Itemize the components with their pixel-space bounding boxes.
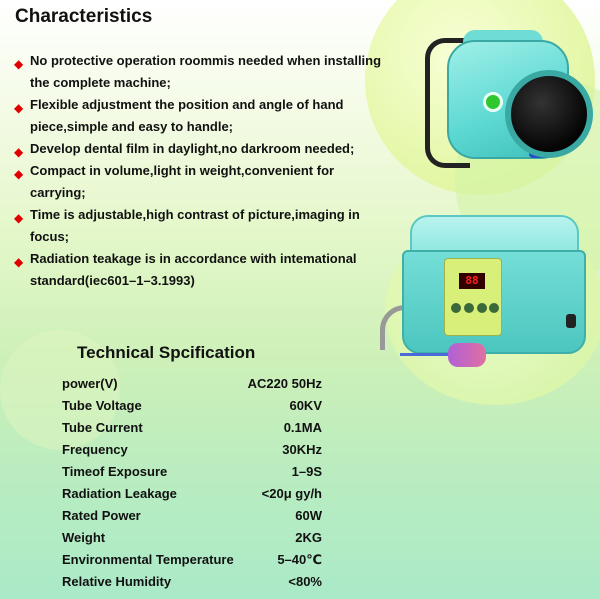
spec-value: 60W bbox=[295, 508, 322, 523]
table-row bbox=[62, 442, 322, 464]
spec-label: Tube Voltage bbox=[62, 398, 142, 413]
spec-label: Rated Power bbox=[62, 508, 141, 523]
table-row bbox=[62, 574, 322, 596]
spec-value: <80% bbox=[288, 574, 322, 589]
table-row bbox=[62, 508, 322, 530]
diamond-bullet-icon: ◆ bbox=[14, 57, 24, 71]
item-text: Time is adjustable,high contrast of picture,imaging in focus; bbox=[30, 207, 360, 244]
item-text: Develop dental film in daylight,no darkroom needed; bbox=[30, 141, 355, 156]
diamond-bullet-icon: ◆ bbox=[14, 167, 24, 181]
spec-label: Relative Humidity bbox=[62, 574, 172, 589]
probe-head-icon bbox=[448, 343, 486, 367]
table-row bbox=[62, 486, 322, 508]
spec-label: Radiation Leakage bbox=[62, 486, 177, 501]
spec-value: 0.1MA bbox=[283, 420, 322, 435]
diamond-bullet-icon: ◆ bbox=[14, 255, 24, 269]
panel-button-icon bbox=[489, 303, 499, 313]
diamond-bullet-icon: ◆ bbox=[14, 145, 24, 159]
controller-body bbox=[402, 250, 586, 354]
spec-label: Tube Current bbox=[62, 420, 143, 435]
item-text: Compact in volume,light in weight,convenient for carrying; bbox=[30, 163, 335, 200]
lens-icon bbox=[505, 70, 593, 158]
list-item bbox=[14, 248, 384, 292]
spec-value: 5–40℃ bbox=[277, 552, 322, 567]
spec-label: Weight bbox=[62, 530, 106, 545]
table-row bbox=[62, 420, 322, 442]
spec-value: 2KG bbox=[295, 530, 322, 545]
list-item bbox=[14, 204, 384, 248]
table-row bbox=[62, 398, 322, 420]
spec-label: power(V) bbox=[62, 376, 118, 391]
spec-label: Frequency bbox=[62, 442, 128, 457]
list-item bbox=[14, 50, 384, 94]
spec-label: Timeof Exposure bbox=[62, 464, 168, 479]
characteristics-title: Characteristics bbox=[15, 6, 153, 27]
item-text: No protective operation roommis needed when installing the complete machine; bbox=[30, 53, 382, 90]
spec-value: <20μ gy/h bbox=[261, 486, 322, 501]
spec-value: AC220 50Hz bbox=[247, 376, 322, 391]
item-text: Flexible adjustment the position and angle of hand piece,simple and easy to handle; bbox=[30, 97, 344, 134]
spec-value: 30KHz bbox=[282, 442, 322, 457]
list-item bbox=[14, 160, 384, 204]
table-row bbox=[62, 464, 322, 486]
table-row bbox=[62, 376, 322, 398]
diamond-bullet-icon: ◆ bbox=[14, 211, 24, 225]
power-button-icon bbox=[483, 92, 503, 112]
probe bbox=[400, 343, 490, 369]
switch-icon bbox=[566, 314, 576, 328]
spec-title: Technical Spcification bbox=[77, 343, 256, 362]
panel-button-icon bbox=[477, 303, 487, 313]
spec-value: 60KV bbox=[289, 398, 322, 413]
control-panel bbox=[444, 258, 502, 336]
diamond-bullet-icon: ◆ bbox=[14, 101, 24, 115]
handheld-xray-unit bbox=[425, 28, 590, 168]
controller-unit bbox=[380, 205, 595, 375]
characteristics-list bbox=[14, 50, 384, 292]
spec-label: Environmental Temperature bbox=[62, 552, 234, 567]
table-row bbox=[62, 530, 322, 552]
table-row bbox=[62, 552, 322, 574]
list-item bbox=[14, 138, 384, 160]
panel-button-icon bbox=[451, 303, 461, 313]
spec-value: 1–9S bbox=[291, 464, 322, 479]
led-display: 88 bbox=[459, 273, 485, 289]
spec-table bbox=[62, 376, 322, 596]
item-text: Radiation teakage is in accordance with intemational standard(iec601–1–3.1993) bbox=[30, 251, 357, 288]
panel-button-icon bbox=[464, 303, 474, 313]
probe-wire bbox=[400, 353, 450, 356]
list-item bbox=[14, 94, 384, 138]
